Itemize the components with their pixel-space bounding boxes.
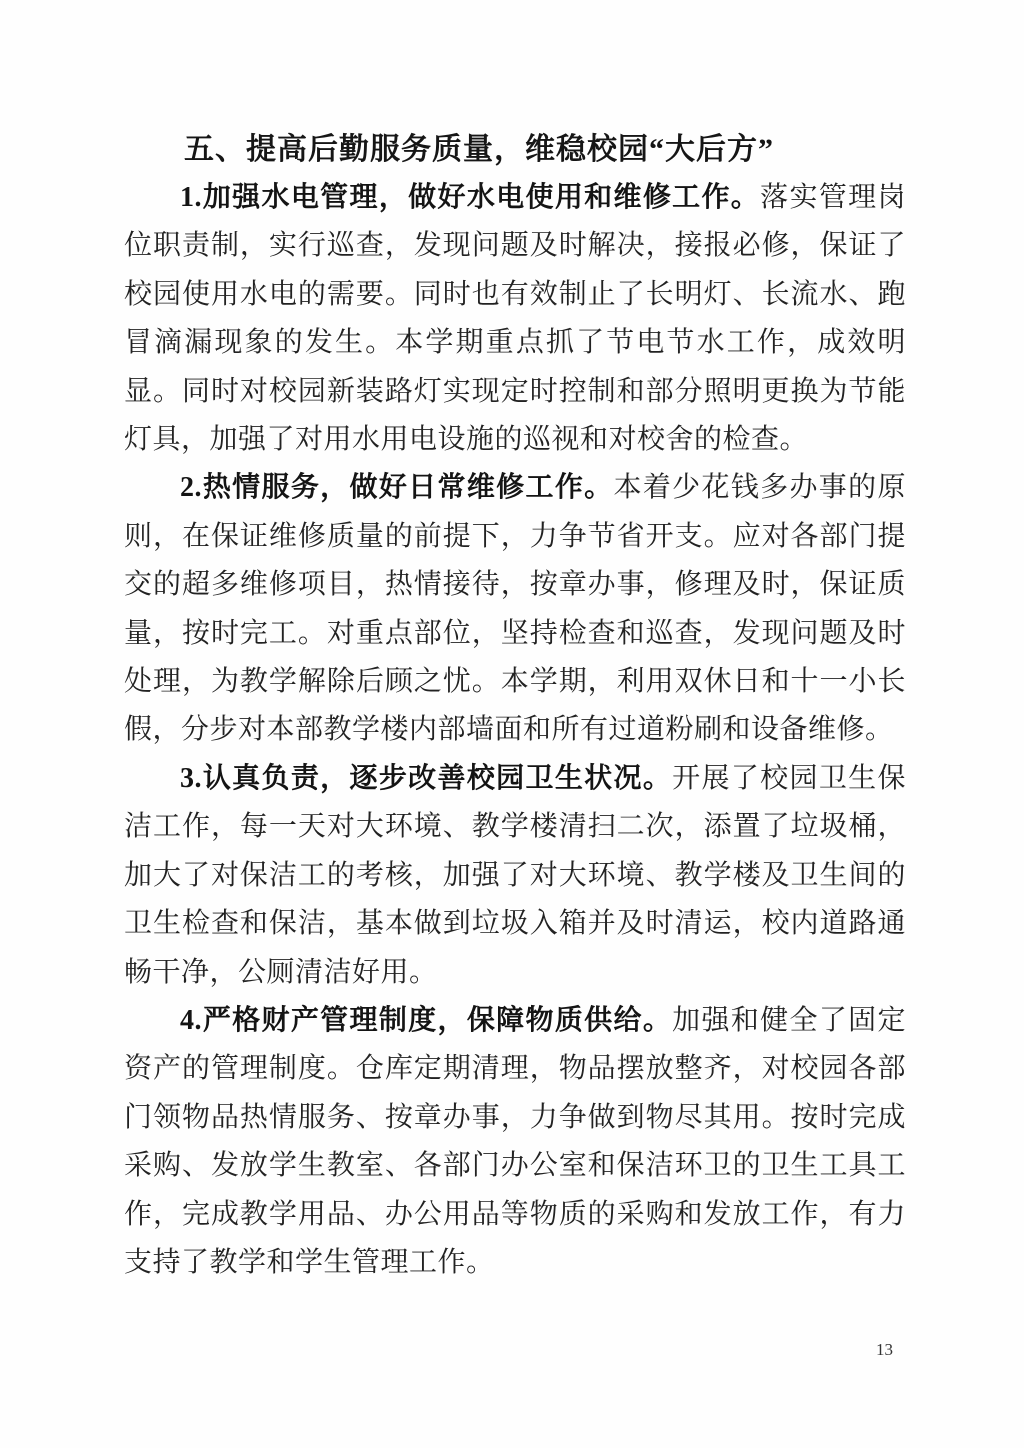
section-heading: 五、提高后勤服务质量，维稳校园“大后方” [184, 133, 774, 166]
paragraph-1-body: 落实管理岗位职责制，实行巡查，发现问题及时解决，接报必修，保证了校园使用水电的需要。同时也有效制止了长明灯、长流水、跑冒滴漏现象的发生。本学期重点抓了节电节水工作，成效明显。同时对校园新装路灯实现定时控制和部分照明更换为节能灯具，加强了对用水用电设施的巡视和对校舍的检查。 [124, 182, 906, 456]
paragraph-3 [124, 755, 906, 997]
paragraph-4 [124, 997, 906, 1287]
paragraph-2 [124, 464, 906, 754]
paragraph-2-lead: 2.热情服务，做好日常维修工作。 [180, 472, 614, 504]
paragraph-2-body: 本着少花钱多办事的原则，在保证维修质量的前提下，力争节省开支。应对各部门提交的超多维修项目，热情接待，按章办事，修理及时，保证质量，按时完工。对重点部位，坚持检查和巡查，发现问题及时处理，为教学解除后顾之忧。本学期，利用双休日和十一小长假，分步对本部教学楼内部墙面和所有过道粉刷和设备维修。 [124, 472, 906, 746]
page-number: 13 [876, 1340, 893, 1359]
paragraph-4-body: 加强和健全了固定资产的管理制度。仓库定期清理，物品摆放整齐，对校园各部门领物品热情服务、按章办事，力争做到物尽其用。按时完成采购、发放学生教室、各部门办公室和保洁环卫的卫生工具工作，完成教学用品、办公用品等物质的采购和发放工作，有力支持了教学和学生管理工作。 [124, 1004, 906, 1278]
text-block [124, 126, 906, 1287]
paragraph-3-body: 开展了校园卫生保洁工作，每一天对大环境、教学楼清扫二次，添置了垃圾桶，加大了对保洁工的考核，加强了对大环境、教学楼及卫生间的卫生检查和保洁，基本做到垃圾入箱并及时清运，校内道路通畅干净，公厕清洁好用。 [124, 762, 906, 988]
paragraph-1-lead: 1.加强水电管理，做好水电使用和维修工作。 [180, 182, 761, 213]
paragraph-1 [124, 174, 906, 464]
paragraph-3-lead: 3.认真负责，逐步改善校园卫生状况。 [180, 762, 673, 794]
paragraph-4-lead: 4.严格财产管理制度，保障物质供给。 [180, 1004, 673, 1036]
